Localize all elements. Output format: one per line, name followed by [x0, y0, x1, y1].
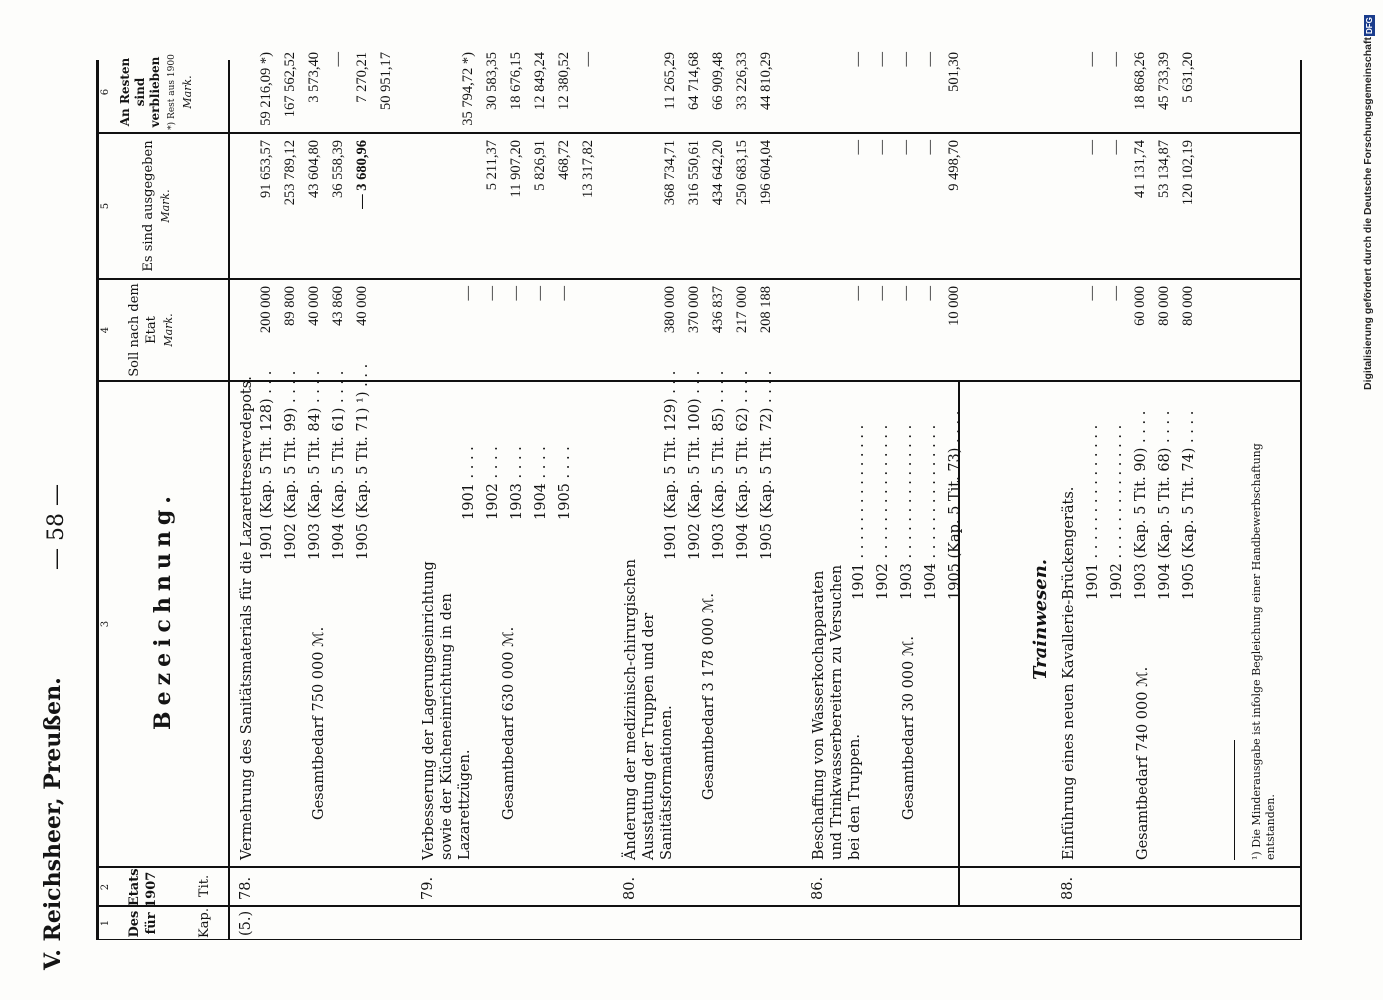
s79-row-soll: — [532, 286, 548, 301]
col3-header: Bezeichnung. [150, 490, 176, 730]
s79-row-aus: 5 826,91 [532, 140, 548, 191]
s79-row-label: 1904 . . . . [533, 446, 549, 520]
s88-row-soll: 80 000 [1156, 286, 1172, 326]
s78-row-label: 1904 (Kap. 5 Tit. 61) . . . . [331, 370, 347, 560]
s86-row-label: 1903 . . . . . . . . . . . . . . . [899, 424, 915, 600]
s78-row-aus: 36 558,39 [330, 140, 346, 198]
s86-row-aus: — [898, 140, 914, 155]
tit-88: 88. [1060, 876, 1076, 900]
s78-row-rest: 7 270,21 [354, 52, 370, 103]
s78-row-soll: 40 000 [354, 286, 370, 326]
s79-row-aus: 5 211,37 [484, 140, 500, 191]
s86-row-label: 1901 . . . . . . . . . . . . . . . [851, 424, 867, 600]
section-86-gesamt: Gesamtbedarf 30 000 ℳ. [901, 636, 917, 820]
s80-row-label: 1903 (Kap. 5 Tit. 85) . . . . [711, 370, 727, 560]
col6-header [118, 52, 195, 132]
dfg-logo: DFG [1365, 17, 1374, 34]
s79-row-label: 1905 . . . . [557, 446, 573, 520]
s80-row-aus: 250 683,15 [734, 140, 750, 206]
col12-header [126, 866, 160, 940]
s80-row-soll: 370 000 [686, 286, 702, 334]
s88-row-rest: 18 868,26 [1132, 52, 1148, 110]
s86-row-rest: — [922, 52, 938, 67]
s78-row-label: 1901 (Kap. 5 Tit. 128) . . . [259, 370, 275, 560]
s78-row-aus: 43 604,80 [306, 140, 322, 198]
s88-row-rest: — [1108, 52, 1124, 67]
s80-row-soll: 208 188 [758, 286, 774, 334]
s88-row-aus: 120 102,19 [1180, 140, 1196, 206]
s78-row-aus: 253 789,12 [282, 140, 298, 206]
s86-row-aus: — [922, 140, 938, 155]
s86-row-label: 1902 . . . . . . . . . . . . . . . [875, 424, 891, 600]
section-78-title: Vermehrung des Sanitätsmaterials für die Lazarettreservedepots. [239, 376, 255, 860]
section-88-title: Einführung eines neuen Kavallerie-Brückengeräts. [1061, 486, 1077, 860]
s88-row-soll: — [1084, 286, 1100, 301]
s80-row-label: 1905 (Kap. 5 Tit. 72) . . . . [759, 370, 775, 560]
s80-row-rest: 33 226,33 [734, 52, 750, 110]
col12-header-text: Des Etats für 1907 [127, 868, 159, 938]
s80-row-rest: 44 810,29 [758, 52, 774, 110]
s78-row-label: 1905 (Kap. 5 Tit. 71) ¹) . . . [355, 363, 371, 560]
s78-row-soll: 40 000 [306, 286, 322, 326]
header-bottom-rule [228, 60, 230, 940]
table-bottom-rule [1300, 60, 1302, 940]
s86-row-label: 1905 (Kap. 5 Tit. 73) . . . . [947, 410, 963, 600]
col4-header [126, 282, 177, 378]
s88-row-aus: 41 131,74 [1132, 140, 1148, 198]
s86-row-rest: — [898, 52, 914, 67]
s86-row-aus: — [874, 140, 890, 155]
s79-row-aus: 468,72 [556, 140, 572, 180]
s79-row-rest: 18 676,15 [508, 52, 524, 110]
s79-row-soll: — [556, 286, 572, 301]
s86-row-rest: — [850, 52, 866, 67]
tit-78: 78. [238, 876, 254, 900]
s86-row-soll: — [850, 286, 866, 301]
col1-subheader: Kap. [197, 908, 212, 938]
s80-row-soll: 380 000 [662, 286, 678, 334]
s80-row-aus: 434 642,20 [710, 140, 726, 206]
s78-row-rest: 3 573,40 [306, 52, 322, 103]
s86-row-aus: — [850, 140, 866, 155]
running-title: V. Reichsheer, Preußen. [40, 677, 66, 970]
s78-row-rest: 167 562,52 [282, 52, 298, 118]
section-80-title: Änderung der medizinisch-chirurgischen Ausstattung der Truppen und der Sanitätsformationen. [623, 559, 675, 860]
tit-79: 79. [420, 876, 436, 900]
s88-row-aus: 53 134,87 [1156, 140, 1172, 198]
s86-row-soll: — [922, 286, 938, 301]
s79-row-rest: — [580, 52, 596, 67]
table-top-rule [96, 60, 99, 940]
s78-row-aus: — 3 680,96 [354, 140, 370, 209]
s79-row-rest: 12 849,24 [532, 52, 548, 110]
s80-row-soll: 217 000 [734, 286, 750, 334]
col-number-3: 3 [100, 620, 111, 628]
col-rule-6 [96, 132, 1302, 134]
s80-row-rest: 11 265,29 [662, 52, 678, 110]
s88-row-aus: — [1108, 140, 1124, 155]
col4-header-text: Soll nach dem Etat [127, 283, 159, 377]
s86-row-soll: — [898, 286, 914, 301]
col4-unit: Mark. [162, 313, 175, 347]
col-number-2: 2 [100, 883, 111, 891]
s88-row-rest: 45 733,39 [1156, 52, 1172, 110]
s78-row-soll: 43 860 [330, 286, 346, 326]
s78-row-aus: 91 653,57 [258, 140, 274, 198]
s79-row-soll: — [508, 286, 524, 301]
s88-row-rest: — [1084, 52, 1100, 67]
trainwesen-heading: Trainwesen. [1030, 558, 1051, 680]
col-number-4: 4 [100, 326, 111, 334]
s86-row-soll: 10 000 [946, 286, 962, 326]
section-86-title: Beschaffung von Wasserkochapparaten und Trinkwasserbereitern zu Versuchen bei den Truppen. [811, 564, 863, 860]
section-78-gesamt: Gesamtbedarf 750 000 ℳ. [311, 626, 327, 820]
s80-row-rest: 64 714,68 [686, 52, 702, 110]
col-number-6: 6 [100, 88, 111, 96]
s79-row-aus: 13 317,82 [580, 140, 596, 198]
footnote: ¹) Die Minderausgabe ist infolge Begleichung einer Handbewerbschaftung entstanden. [1250, 443, 1277, 860]
s79-row-rest: 30 583,35 [484, 52, 500, 110]
s88-row-aus: — [1084, 140, 1100, 155]
s79-row-soll: — [460, 286, 476, 301]
col-rule-1 [96, 939, 1302, 940]
section-88-gesamt: Gesamtbedarf 740 000 ℳ. [1135, 666, 1151, 860]
tit-80: 80. [622, 876, 638, 900]
s79-row-aus: 11 907,20 [508, 140, 524, 198]
s79-row-label: 1902 . . . . [485, 446, 501, 520]
s80-row-label: 1901 (Kap. 5 Tit. 129) . . . [663, 370, 679, 560]
s88-row-soll: 60 000 [1132, 286, 1148, 326]
s80-row-label: 1904 (Kap. 5 Tit. 62) . . . . [735, 370, 751, 560]
section-80-gesamt: Gesamtbedarf 3 178 000 ℳ. [701, 592, 717, 800]
col6-header-note: *) Rest aus 1900 [167, 54, 177, 130]
col-rule-3 [96, 866, 1302, 868]
col-rule-2 [96, 905, 1302, 907]
s79-row-soll: — [484, 286, 500, 301]
s88-row-label: 1903 (Kap. 5 Tit. 90) . . . . [1133, 410, 1149, 600]
s80-row-rest: 66 909,48 [710, 52, 726, 110]
s86-row-soll: — [874, 286, 890, 301]
page-number: — 58 — [44, 484, 69, 570]
s78-row-soll: 89 800 [282, 286, 298, 326]
col-number-1: 1 [100, 919, 111, 927]
s80-row-aus: 316 550,61 [686, 140, 702, 206]
digitization-credit: Digitalisierung gefördert durch die Deutsche Forschungsgemeinschaft [1362, 37, 1374, 390]
s88-row-label: 1901 . . . . . . . . . . . . . . . [1085, 424, 1101, 600]
col-number-5: 5 [100, 202, 111, 210]
s78-row-soll: 200 000 [258, 286, 274, 334]
s78-row-label: 1903 (Kap. 5 Tit. 84) . . . . [307, 370, 323, 560]
s78-row-rest: — [330, 52, 346, 67]
s78-row-rest: 59 216,09 *) [258, 52, 274, 126]
section-79-gesamt: Gesamtbedarf 630 000 ℳ. [501, 626, 517, 820]
s79-row-rest: 35 794,72 *) [460, 52, 476, 126]
col-rule-5 [96, 278, 1302, 280]
s80-row-label: 1902 (Kap. 5 Tit. 100) . . . [687, 370, 703, 560]
s79-row-rest: 12 380,52 [556, 52, 572, 110]
col6-header-text: An Resten sind verblieben [118, 56, 162, 128]
s88-row-soll: 80 000 [1180, 286, 1196, 326]
s80-row-aus: 368 734,71 [662, 140, 678, 206]
section-79-title: Verbesserung der Lagerungseinrichtung sowie der Kücheneinrichtung in den Lazarettzügen. [421, 561, 473, 860]
s88-row-soll: — [1108, 286, 1124, 301]
footnote-rule [1234, 740, 1235, 860]
tit-86: 86. [810, 876, 826, 900]
s78-row-label: 1902 (Kap. 5 Tit. 99) . . . . [283, 370, 299, 560]
kap-number: (5.) [238, 910, 254, 936]
s79-row-label: 1903 . . . . [509, 446, 525, 520]
s80-row-soll: 436 837 [710, 286, 726, 334]
s88-row-label: 1904 (Kap. 5 Tit. 68) . . . . [1157, 410, 1173, 600]
s86-row-label: 1904 . . . . . . . . . . . . . . . [923, 424, 939, 600]
col6-unit: Mark. [181, 75, 194, 109]
col2-subheader: Tit. [197, 874, 212, 898]
s80-row-aus: 196 604,04 [758, 140, 774, 206]
col5-header-text: Es sind ausgegeben [141, 140, 156, 272]
col5-header [140, 136, 174, 276]
col5-unit: Mark. [159, 189, 172, 223]
s86-row-rest: 501,30 [946, 52, 962, 92]
s79-row-label: 1901 . . . . [461, 446, 477, 520]
s78-row-rest: 50 951,17 [378, 52, 394, 110]
s86-row-rest: — [874, 52, 890, 67]
s88-row-label: 1902 . . . . . . . . . . . . . . . [1109, 424, 1125, 600]
s88-row-label: 1905 (Kap. 5 Tit. 74) . . . . [1181, 410, 1197, 600]
s88-row-rest: 5 631,20 [1180, 52, 1196, 103]
s86-row-aus: 9 498,70 [946, 140, 962, 191]
